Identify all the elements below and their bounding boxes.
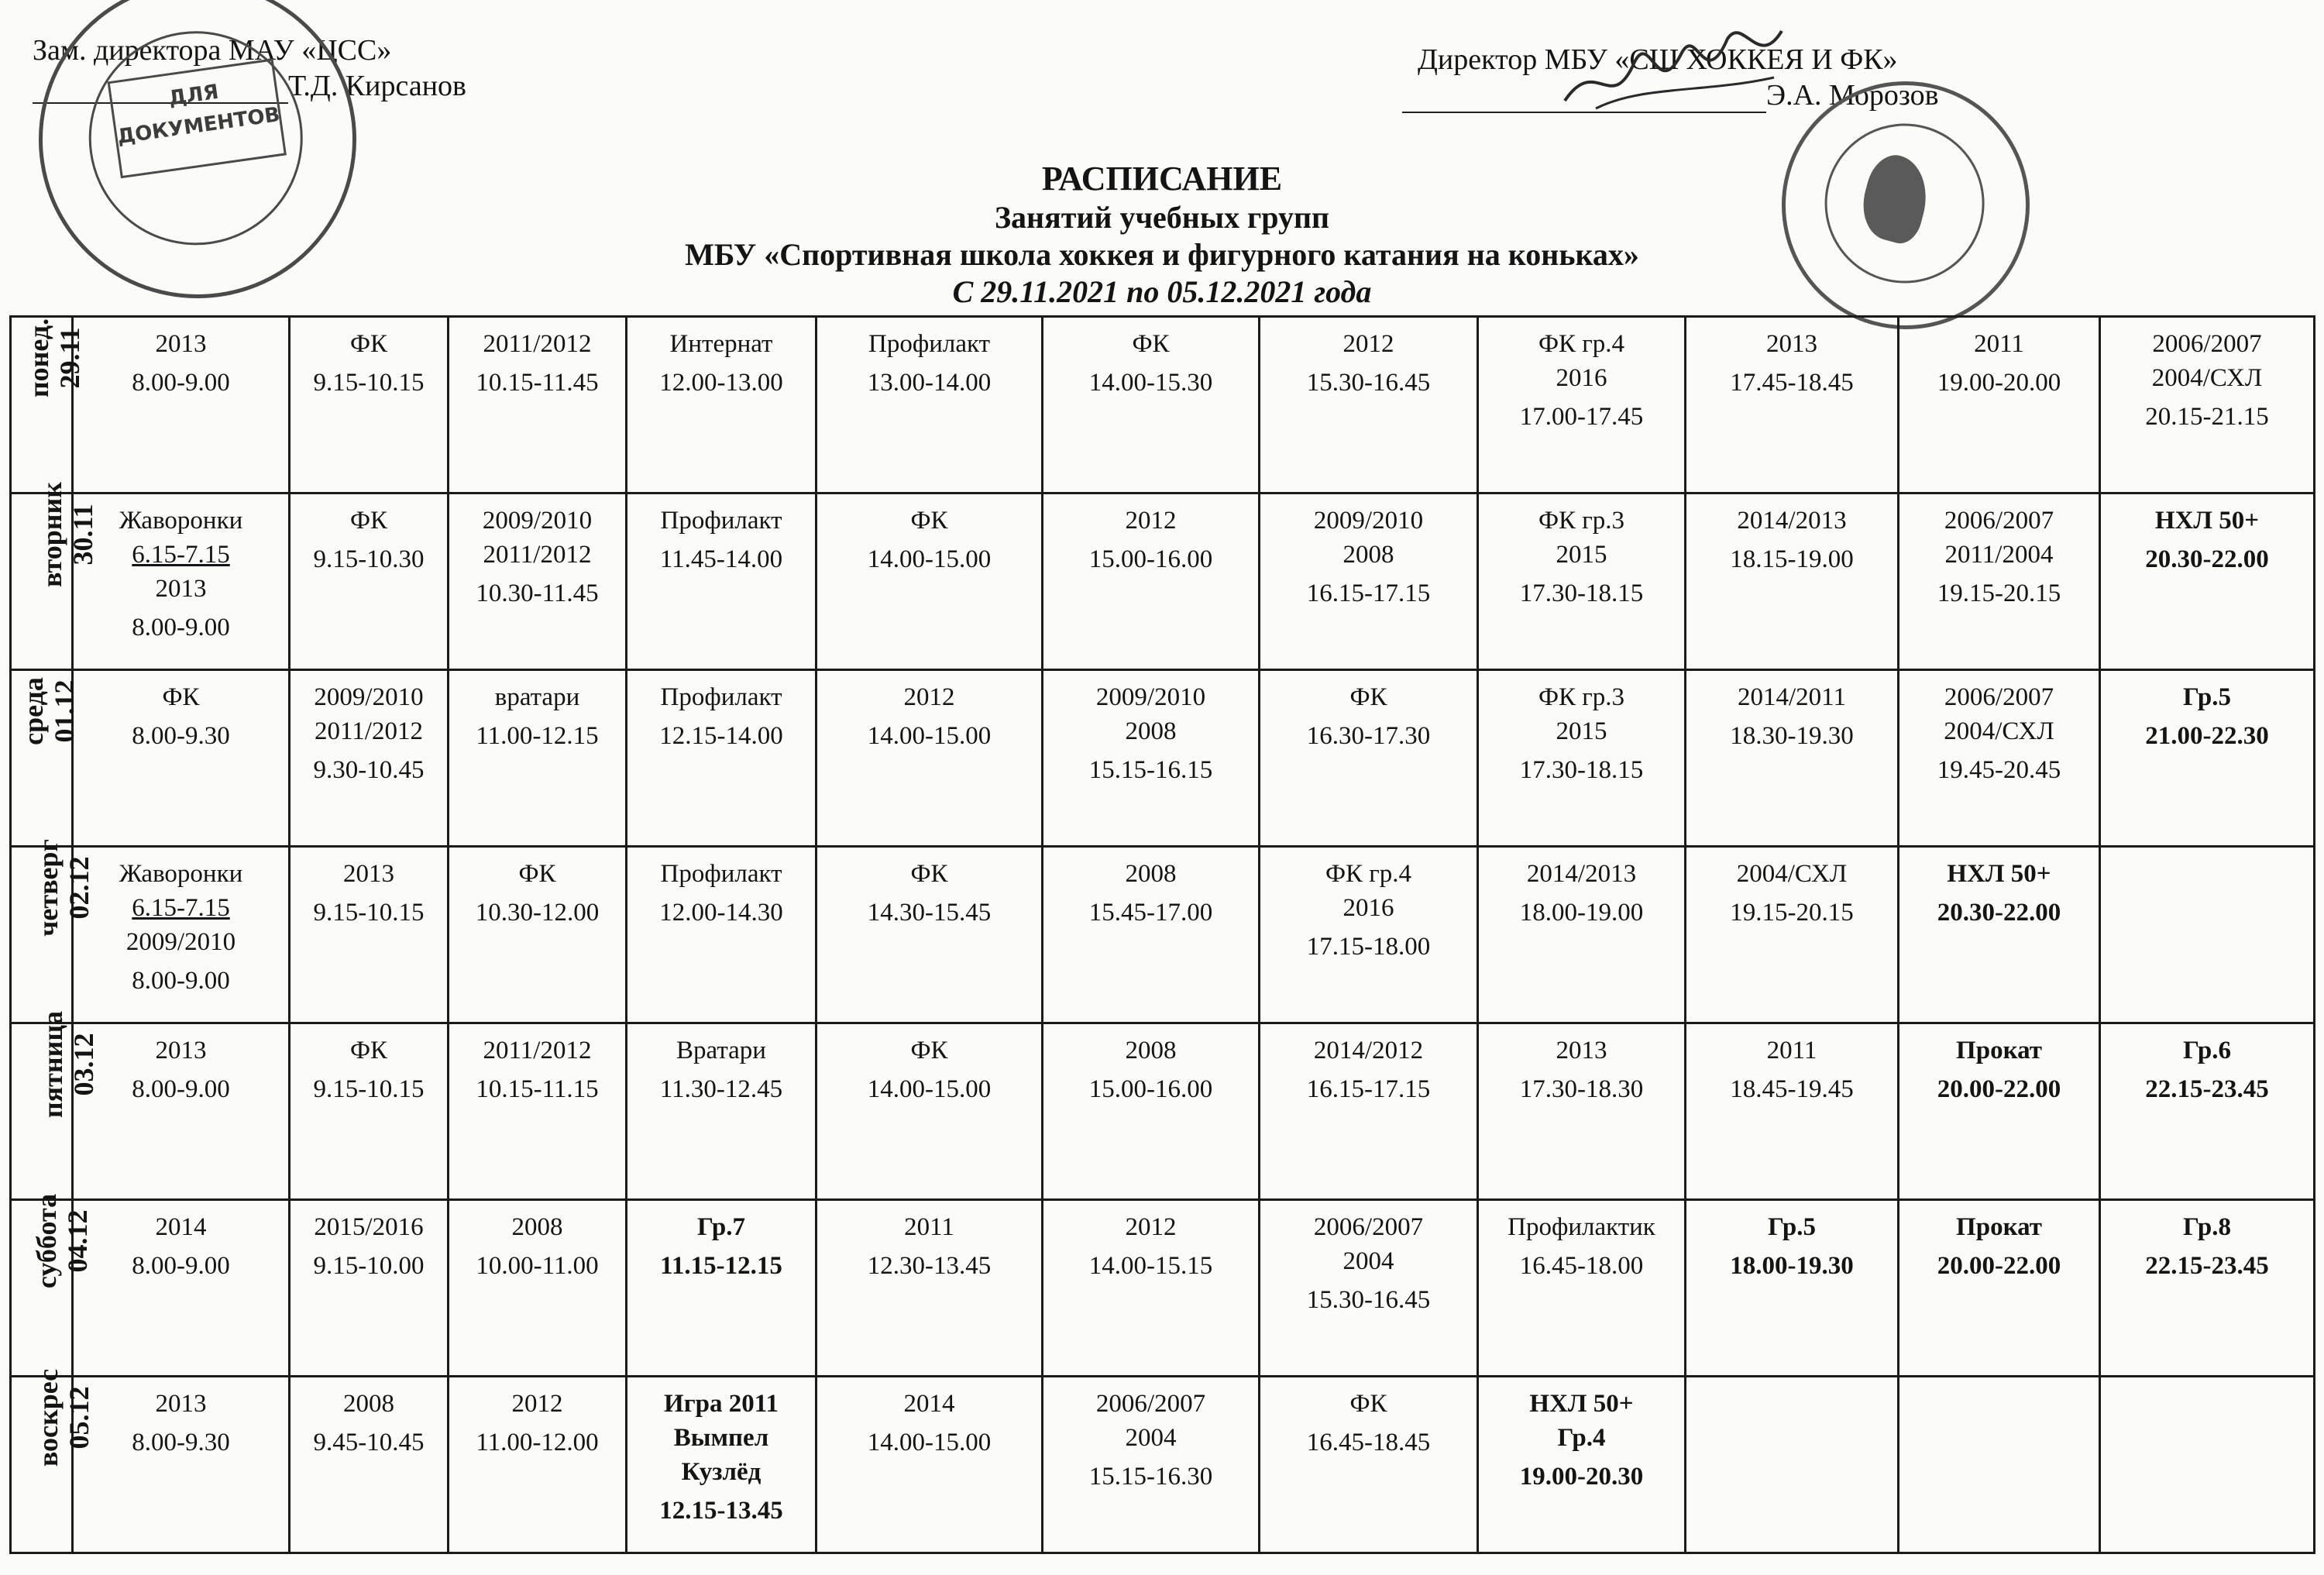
session-cell (1478, 670, 1686, 847)
session-group: Интернат (669, 330, 773, 358)
session-time: 18.45-19.45 (1730, 1075, 1854, 1103)
session-group: 2014/2012 (1313, 1037, 1424, 1064)
session-time: 14.00-15.15 (1088, 1252, 1213, 1280)
session-group: 2011 (904, 1213, 954, 1241)
session-group: НХЛ 50+ (2154, 507, 2260, 535)
session-time: 17.15-18.00 (1306, 933, 1431, 961)
session-group: 2013 (155, 575, 207, 603)
session-cell (1478, 847, 1686, 1023)
session-time: 10.30-12.00 (475, 899, 600, 927)
session-cell (1899, 847, 2100, 1023)
session-time: 14.30-15.45 (867, 899, 992, 927)
session-time: 11.30-12.45 (659, 1075, 783, 1103)
session-group: 6.15-7.15 (132, 894, 230, 922)
session-group: ФК (910, 860, 948, 888)
day-label (37, 1011, 99, 1118)
day-date: 04.12 (62, 1209, 94, 1273)
session-group: 2013 (155, 330, 207, 358)
session-group: ФК (1132, 330, 1170, 358)
session-time: 11.00-12.00 (476, 1429, 599, 1456)
session-time: 13.00-14.00 (867, 369, 992, 397)
session-cell (73, 1200, 290, 1377)
session-group: 2009/2010 (314, 683, 424, 711)
session-cell (2100, 1377, 2315, 1553)
session-group: 2013 (343, 860, 394, 888)
day-date: 03.12 (68, 1033, 100, 1096)
session-cell (1478, 317, 1686, 493)
session-cell (1478, 493, 1686, 670)
session-cell (627, 1377, 816, 1553)
session-time: 9.15-10.15 (313, 369, 425, 397)
day-label (33, 1369, 95, 1467)
session-cell (1043, 670, 1260, 847)
session-group: 2012 (511, 1390, 563, 1418)
session-time: 15.30-16.45 (1306, 1286, 1431, 1314)
session-group: Профилакт (868, 330, 990, 358)
session-group: ФК гр.3 (1538, 683, 1625, 711)
session-group: Гр.7 (696, 1213, 746, 1241)
schedule-row (11, 493, 2315, 670)
session-group: 2009/2010 (482, 507, 593, 535)
session-time: 8.00-9.00 (132, 614, 230, 641)
session-time: 16.15-17.15 (1306, 579, 1431, 607)
session-group: 2006/2007 (1313, 1213, 1424, 1241)
schedule-row (11, 317, 2315, 493)
session-group: 2014 (155, 1213, 207, 1241)
session-cell (1899, 1200, 2100, 1377)
session-time: 19.00-20.30 (1519, 1463, 1644, 1491)
session-time: 19.45-20.45 (1937, 756, 2061, 784)
session-time: 8.00-9.00 (132, 1075, 230, 1103)
session-group: 2015 (1556, 717, 1607, 745)
session-cell (1478, 1023, 1686, 1200)
session-group: 2014/2013 (1526, 860, 1637, 888)
session-time: 10.00-11.00 (476, 1252, 599, 1280)
session-time: 17.30-18.15 (1519, 579, 1644, 607)
session-cell (1260, 847, 1478, 1023)
session-cell (290, 317, 449, 493)
session-cell (1899, 493, 2100, 670)
session-time: 17.45-18.45 (1730, 369, 1854, 397)
session-time: 9.45-10.45 (313, 1429, 425, 1456)
session-cell (2100, 1023, 2315, 1200)
session-group: Профилакт (660, 860, 782, 888)
session-group: ФК (910, 507, 948, 535)
day-cell (11, 1368, 95, 1553)
session-time: 9.15-10.15 (313, 1075, 425, 1103)
session-time: 9.15-10.15 (313, 899, 425, 927)
session-time: 20.30-22.00 (1937, 899, 2061, 927)
session-time: 16.45-18.00 (1519, 1252, 1644, 1280)
session-time: 8.00-9.00 (132, 1252, 230, 1280)
session-group: 2011/2012 (483, 541, 592, 569)
session-group: ФК (162, 683, 200, 711)
session-time: 17.30-18.30 (1519, 1075, 1644, 1103)
session-group: 2011/2004 (1944, 541, 2054, 569)
session-group: 2015 (1556, 541, 1607, 569)
session-time: 17.30-18.15 (1519, 756, 1644, 784)
session-cell (449, 1200, 627, 1377)
session-cell (1043, 1377, 1260, 1553)
session-time: 9.30-10.45 (313, 756, 425, 784)
day-date: 29.11 (54, 327, 86, 389)
session-time: 14.00-15.00 (867, 722, 992, 750)
session-group: 2013 (155, 1390, 207, 1418)
session-cell (627, 1200, 816, 1377)
session-group: 2009/2010 (1095, 683, 1206, 711)
session-group: 2009/2010 (125, 928, 236, 956)
session-time: 19.15-20.15 (1730, 899, 1854, 927)
session-cell (449, 847, 627, 1023)
session-time: 15.30-16.45 (1306, 369, 1431, 397)
session-group: ФК (349, 1037, 388, 1064)
session-cell (73, 1023, 290, 1200)
session-group: 2009/2010 (1313, 507, 1424, 535)
session-time: 9.15-10.00 (313, 1252, 425, 1280)
session-time: 14.00-15.30 (1088, 369, 1213, 397)
session-group: Прокат (1956, 1213, 2042, 1241)
session-cell (627, 317, 816, 493)
session-group: ФК (1349, 1390, 1387, 1418)
session-cell (627, 493, 816, 670)
schedule-table (9, 315, 2315, 1554)
session-group: НХЛ 50+ (1529, 1390, 1634, 1418)
session-group: 2013 (1766, 330, 1817, 358)
session-time: 16.30-17.30 (1306, 722, 1431, 750)
session-time: 12.30-13.45 (867, 1252, 992, 1280)
title-line-2: Занятий учебных групп (994, 200, 1330, 235)
session-group: ФК (349, 330, 388, 358)
day-cell (11, 1193, 94, 1377)
day-cell (11, 670, 80, 847)
day-name: суббота (31, 1193, 63, 1289)
session-cell (2100, 847, 2315, 1023)
session-time: 17.00-17.45 (1519, 403, 1644, 431)
session-time: 12.15-13.45 (659, 1497, 783, 1525)
session-group: ФК (1349, 683, 1387, 711)
session-time: 9.15-10.30 (313, 545, 425, 573)
session-cell (627, 670, 816, 847)
session-cell (449, 1377, 627, 1553)
session-time: 19.15-20.15 (1937, 579, 2061, 607)
session-cell (290, 1023, 449, 1200)
day-cell (11, 839, 95, 1023)
session-group: 2011/2012 (483, 330, 592, 358)
session-cell (2100, 493, 2315, 670)
session-group: Гр.6 (2182, 1037, 2232, 1064)
day-name: понед. (23, 318, 55, 398)
session-time: 15.00-16.00 (1088, 1075, 1213, 1103)
session-group: 2011 (1766, 1037, 1817, 1064)
session-group: 2008 (1125, 860, 1177, 888)
session-group: ФК гр.4 (1325, 860, 1412, 888)
session-group: 2015/2016 (314, 1213, 424, 1241)
session-group: 2012 (903, 683, 955, 711)
schedule-row (11, 1200, 2315, 1377)
session-cell (1260, 493, 1478, 670)
session-time: 15.15-16.30 (1088, 1463, 1213, 1491)
session-cell (1686, 847, 1899, 1023)
session-time: 18.00-19.30 (1730, 1252, 1854, 1280)
session-group: 2014/2011 (1738, 683, 1846, 711)
right-approval-name: Э.А. Морозов (1766, 79, 1939, 112)
session-time: 15.00-16.00 (1088, 545, 1213, 573)
session-cell (73, 847, 290, 1023)
session-group: 2008 (1342, 541, 1394, 569)
day-name: воскрес (33, 1368, 64, 1467)
session-time: 15.15-16.15 (1088, 756, 1213, 784)
title-line-4: С 29.11.2021 по 05.12.2021 года (952, 274, 1372, 309)
day-label (33, 839, 95, 937)
stamp-box-text: ДЛЯ ДОКУМЕНТОВ (107, 58, 286, 178)
day-cell (11, 317, 86, 493)
session-cell (2100, 670, 2315, 847)
session-group: Вымпел (673, 1424, 769, 1452)
session-cell (627, 847, 816, 1023)
session-group: Вратари (676, 1037, 766, 1064)
session-group: ФК гр.3 (1538, 507, 1625, 535)
session-time: 14.00-15.00 (867, 1075, 992, 1103)
session-group: 2014 (903, 1390, 955, 1418)
title-line-1: РАСПИСАНИЕ (1041, 160, 1283, 198)
session-group: 2004 (1342, 1247, 1394, 1275)
session-cell (1043, 847, 1260, 1023)
left-approval-name: Т.Д. Кирсанов (288, 70, 466, 102)
session-cell (816, 847, 1043, 1023)
session-cell (1260, 1200, 1478, 1377)
session-time: 16.45-18.45 (1306, 1429, 1431, 1456)
session-cell (1478, 1200, 1686, 1377)
session-group: 2008 (343, 1390, 394, 1418)
right-approval-position: Директор МБУ «СШ ХОККЕЯ И ФК» (1418, 43, 1898, 76)
session-time: 20.00-22.00 (1937, 1075, 2061, 1103)
session-cell (1686, 1200, 1899, 1377)
session-group: Профилакт (660, 507, 782, 535)
schedule-row (11, 847, 2315, 1023)
session-cell (1043, 1200, 1260, 1377)
session-cell (449, 493, 627, 670)
session-group: 2006/2007 (1095, 1390, 1206, 1418)
session-group: 2004 (1125, 1424, 1177, 1452)
session-group: ФК гр.4 (1538, 330, 1625, 358)
session-cell (1686, 493, 1899, 670)
session-time: 18.15-19.00 (1730, 545, 1854, 573)
session-cell (1478, 1377, 1686, 1553)
session-cell (290, 847, 449, 1023)
session-group: 2012 (1125, 507, 1177, 535)
schedule-body (11, 317, 2315, 1553)
session-group: 2004/СХЛ (2151, 364, 2263, 392)
day-label (23, 318, 85, 397)
day-date: 30.11 (67, 504, 99, 566)
session-cell (816, 1377, 1043, 1553)
left-approval-position: Зам. директора МАУ «ЦСС» (33, 34, 392, 67)
session-time: 8.00-9.00 (132, 369, 230, 397)
day-name: пятница (37, 1010, 69, 1119)
session-time: 18.30-19.30 (1730, 722, 1854, 750)
session-group: 2006/2007 (1944, 683, 2054, 711)
session-cell (1899, 1023, 2100, 1200)
day-name: четверг (32, 839, 64, 937)
session-time: 8.00-9.30 (132, 1429, 230, 1456)
session-time: 11.45-14.00 (659, 545, 783, 573)
session-cell (290, 670, 449, 847)
day-name: вторник (36, 481, 68, 588)
session-group: 2016 (1556, 364, 1607, 392)
session-cell (449, 670, 627, 847)
session-group: ФК (910, 1037, 948, 1064)
session-time: 12.15-14.00 (659, 722, 783, 750)
session-time: 14.00-15.00 (867, 545, 992, 573)
session-time: 20.15-21.15 (2145, 403, 2269, 431)
day-name: среда (17, 677, 49, 745)
session-group: 2014/2013 (1737, 507, 1847, 535)
session-cell (290, 1377, 449, 1553)
session-group: Гр.5 (2182, 683, 2232, 711)
day-label (31, 1194, 93, 1288)
session-cell (816, 493, 1043, 670)
session-group: 2008 (1125, 717, 1177, 745)
session-group: 2004/СХЛ (1944, 717, 2054, 745)
session-time: 12.00-13.00 (659, 369, 783, 397)
session-group: вратари (494, 683, 580, 711)
session-group: 2012 (1125, 1213, 1177, 1241)
session-cell (290, 493, 449, 670)
day-date: 02.12 (63, 856, 95, 920)
session-time: 18.00-19.00 (1519, 899, 1644, 927)
day-cell (11, 481, 99, 670)
session-group: 2013 (1556, 1037, 1607, 1064)
session-cell (1043, 317, 1260, 493)
session-cell (1899, 1377, 2100, 1553)
session-cell (1686, 317, 1899, 493)
session-group: Игра 2011 (664, 1390, 779, 1418)
session-cell (1260, 1023, 1478, 1200)
day-label (36, 482, 98, 587)
session-cell (816, 670, 1043, 847)
session-cell (1899, 670, 2100, 847)
session-time: 22.15-23.45 (2145, 1252, 2269, 1280)
session-cell (2100, 317, 2315, 493)
schedule-row (11, 1023, 2315, 1200)
session-group: Гр.5 (1767, 1213, 1817, 1241)
session-time: 8.00-9.30 (132, 722, 230, 750)
schedule-row (11, 1377, 2315, 1553)
session-time: 20.30-22.00 (2145, 545, 2269, 573)
session-group: ФК (349, 507, 388, 535)
session-cell (627, 1023, 816, 1200)
session-group: Прокат (1956, 1037, 2042, 1064)
session-group: 2011/2012 (483, 1037, 592, 1064)
session-time: 22.15-23.45 (2145, 1075, 2269, 1103)
session-time: 10.15-11.45 (476, 369, 599, 397)
day-cell (11, 1010, 100, 1200)
session-cell (73, 1377, 290, 1553)
session-group: НХЛ 50+ (1947, 860, 2051, 888)
session-cell (1043, 1023, 1260, 1200)
session-cell (2100, 1200, 2315, 1377)
session-cell (1686, 1023, 1899, 1200)
session-group: 2008 (511, 1213, 563, 1241)
session-group: 2011 (1974, 330, 2024, 358)
session-time: 12.00-14.30 (659, 899, 783, 927)
session-time: 21.00-22.30 (2145, 722, 2269, 750)
session-cell (73, 670, 290, 847)
session-time: 15.45-17.00 (1088, 899, 1213, 927)
session-cell (1260, 317, 1478, 493)
session-time: 11.15-12.15 (660, 1252, 782, 1280)
session-cell (290, 1200, 449, 1377)
session-group: 6.15-7.15 (132, 541, 230, 569)
session-cell (449, 1023, 627, 1200)
session-cell (1043, 493, 1260, 670)
title-line-3: МБУ «Спортивная школа хоккея и фигурного катания на коньках» (685, 237, 1639, 272)
session-time: 8.00-9.00 (132, 967, 230, 995)
session-group: 2006/2007 (1944, 507, 2054, 535)
session-cell (1260, 670, 1478, 847)
session-group: ФК (518, 860, 556, 888)
session-group: 2008 (1125, 1037, 1177, 1064)
schedule-row (11, 670, 2315, 847)
session-group: Гр.8 (2182, 1213, 2232, 1241)
day-date: 01.12 (48, 679, 80, 743)
session-cell (1899, 317, 2100, 493)
session-group: 2006/2007 (2152, 330, 2262, 358)
session-group: 2013 (155, 1037, 207, 1064)
session-group: 2011/2012 (315, 717, 423, 745)
session-group: Профилактик (1508, 1213, 1655, 1241)
session-cell (73, 317, 290, 493)
session-cell (816, 317, 1043, 493)
session-time: 14.00-15.00 (867, 1429, 992, 1456)
session-time: 16.15-17.15 (1306, 1075, 1431, 1103)
session-group: 2016 (1342, 894, 1394, 922)
session-cell (1686, 670, 1899, 847)
session-time: 10.30-11.45 (476, 579, 599, 607)
day-label (18, 677, 80, 745)
session-time: 19.00-20.00 (1937, 369, 2061, 397)
session-group: 2012 (1342, 330, 1394, 358)
day-date: 05.12 (64, 1386, 95, 1449)
session-cell (449, 317, 627, 493)
session-group: Кузлёд (681, 1458, 761, 1486)
session-cell (816, 1023, 1043, 1200)
session-group: Жаворонки (119, 860, 243, 888)
handwritten-signature (1549, 8, 1797, 132)
session-time: 20.00-22.00 (1937, 1252, 2061, 1280)
session-time: 10.15-11.15 (476, 1075, 599, 1103)
session-group: Гр.4 (1557, 1424, 1606, 1452)
session-cell (1686, 1377, 1899, 1553)
document-title (0, 159, 2324, 311)
session-cell (816, 1200, 1043, 1377)
session-cell (73, 493, 290, 670)
session-group: Жаворонки (119, 507, 243, 535)
session-time: 11.00-12.15 (476, 722, 599, 750)
session-cell (1260, 1377, 1478, 1553)
session-group: 2004/СХЛ (1736, 860, 1848, 888)
session-group: Профилакт (660, 683, 782, 711)
